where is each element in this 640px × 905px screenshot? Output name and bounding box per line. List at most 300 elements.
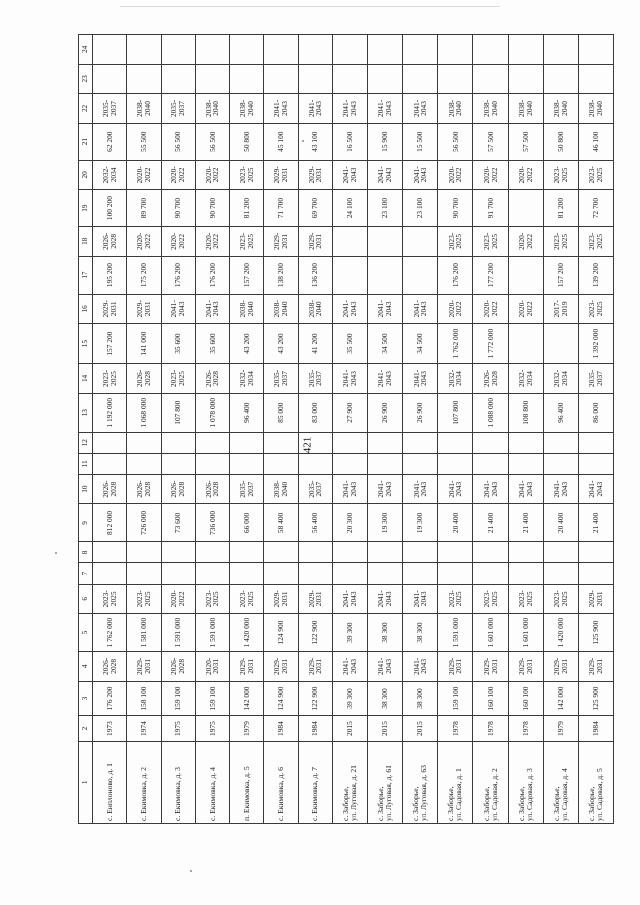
table-cell: 2035- 2037 xyxy=(578,364,613,394)
table-cell: 2015 xyxy=(332,716,367,741)
table-cell: 159 100 xyxy=(438,681,473,716)
table-cell xyxy=(264,64,298,94)
table-cell xyxy=(264,35,298,65)
table-cell: 2041- 2043 xyxy=(332,474,367,504)
table-cell: 56 500 xyxy=(438,123,473,160)
table-cell xyxy=(230,453,264,474)
column-number-5: 5 xyxy=(79,614,93,652)
table-cell: 2029- 2031 xyxy=(473,652,508,682)
column-number-22: 22 xyxy=(79,94,93,124)
table-cell: 24 100 xyxy=(332,190,367,227)
table-row xyxy=(298,35,332,824)
table-cell: 726 000 xyxy=(127,504,161,542)
table-cell: 1984 xyxy=(578,716,613,741)
address-cell: с. Екимовка, д. 2 xyxy=(127,741,161,823)
table-cell: 2029- 2031 xyxy=(508,652,543,682)
table-row xyxy=(508,35,543,824)
table-cell: 1 772 000 xyxy=(473,324,508,364)
table-cell: 1 392 000 xyxy=(578,324,613,364)
table-cell xyxy=(403,64,438,94)
table-cell: 2041- 2043 xyxy=(332,294,367,324)
table-cell: 55 500 xyxy=(127,123,161,160)
table-cell xyxy=(403,256,438,294)
table-cell: 2038- 2040 xyxy=(578,94,613,124)
table-cell: 136 200 xyxy=(298,256,332,294)
table-cell xyxy=(161,542,195,563)
rotated-table-frame xyxy=(78,34,614,824)
table-cell: 176 200 xyxy=(93,681,127,716)
table-cell: 2038- 2040 xyxy=(264,294,298,324)
table-cell: 85 000 xyxy=(264,393,298,432)
table-cell: 39 300 xyxy=(332,681,367,716)
table-cell xyxy=(578,35,613,65)
address-cell: п. Екимовка, д. 5 xyxy=(230,741,264,823)
table-body xyxy=(93,35,614,824)
table-row xyxy=(332,35,367,824)
table-cell xyxy=(332,542,367,563)
table-cell xyxy=(403,542,438,563)
table-cell: 2026- 2028 xyxy=(127,474,161,504)
table-cell: 2020- 2022 xyxy=(127,227,161,257)
table-cell: 1974 xyxy=(127,716,161,741)
table-row xyxy=(195,35,229,824)
table-cell: 1 762 000 xyxy=(93,614,127,652)
table-cell: 2023- 2025 xyxy=(578,294,613,324)
table-cell xyxy=(195,35,229,65)
table-cell xyxy=(332,64,367,94)
table-cell xyxy=(578,542,613,563)
table-cell: 1 762 000 xyxy=(438,324,473,364)
table-cell: 1 068 000 xyxy=(127,393,161,432)
table-cell: 2041- 2043 xyxy=(403,652,438,682)
table-cell: 2020- 2022 xyxy=(195,227,229,257)
table-cell: 38 300 xyxy=(368,681,403,716)
table-cell xyxy=(473,64,508,94)
column-number-9: 9 xyxy=(79,504,93,542)
table-cell: 71 700 xyxy=(264,190,298,227)
table-cell: 107 800 xyxy=(161,393,195,432)
column-number-24: 24 xyxy=(79,35,93,65)
data-table xyxy=(78,34,614,824)
table-cell: 2029- 2031 xyxy=(230,652,264,682)
table-cell: 2020- 2022 xyxy=(508,227,543,257)
table-cell: 2041- 2043 xyxy=(368,474,403,504)
table-cell: 160 100 xyxy=(508,681,543,716)
table-cell xyxy=(298,542,332,563)
column-number-13: 13 xyxy=(79,393,93,432)
table-cell: 142 000 xyxy=(230,681,264,716)
table-cell: 2032- 2034 xyxy=(93,160,127,190)
table-cell xyxy=(368,227,403,257)
table-cell xyxy=(473,453,508,474)
table-cell: 43 100 xyxy=(298,123,332,160)
table-cell: 176 200 xyxy=(195,256,229,294)
table-cell: 2020- 2022 xyxy=(508,160,543,190)
table-cell: 2029- 2031 xyxy=(578,584,613,614)
table-cell: 1 581 000 xyxy=(127,614,161,652)
table-cell: 2029- 2031 xyxy=(298,160,332,190)
table-cell: 2023- 2025 xyxy=(578,160,613,190)
table-cell: 1 088 000 xyxy=(473,393,508,432)
table-cell: 2041- 2043 xyxy=(161,294,195,324)
table-cell: 2029- 2031 xyxy=(298,227,332,257)
table-cell xyxy=(543,35,578,65)
table-cell: 2029- 2031 xyxy=(93,294,127,324)
table-cell: 1978 xyxy=(438,716,473,741)
table-cell: 100 200 xyxy=(93,190,127,227)
table-cell: 2041- 2043 xyxy=(298,94,332,124)
table-cell: 2023- 2025 xyxy=(543,160,578,190)
table-cell xyxy=(368,432,403,453)
table-cell: 160 100 xyxy=(473,681,508,716)
table-cell: 50 800 xyxy=(230,123,264,160)
table-cell xyxy=(127,542,161,563)
column-number-10: 10 xyxy=(79,474,93,504)
table-cell: 26 900 xyxy=(368,393,403,432)
table-cell: 38 300 xyxy=(403,614,438,652)
table-cell xyxy=(195,563,229,584)
table-row xyxy=(473,35,508,824)
table-cell: 2038- 2040 xyxy=(195,94,229,124)
table-cell: 2041- 2043 xyxy=(403,94,438,124)
table-row xyxy=(230,35,264,824)
table-cell xyxy=(508,563,543,584)
table-cell: 138 200 xyxy=(264,256,298,294)
table-cell: 2023- 2025 xyxy=(508,584,543,614)
table-cell: 2029- 2031 xyxy=(578,652,613,682)
table-cell xyxy=(438,64,473,94)
address-cell: с. Заборье, ул. Садовая, д. 1 xyxy=(438,741,473,823)
address-cell: с. Екимовка, д. 6 xyxy=(264,741,298,823)
table-cell: 2041- 2043 xyxy=(332,584,367,614)
table-cell: 1973 xyxy=(93,716,127,741)
table-cell: 2026- 2028 xyxy=(195,364,229,394)
table-cell: 34 500 xyxy=(403,324,438,364)
table-cell xyxy=(127,432,161,453)
column-number-6: 6 xyxy=(79,584,93,614)
table-cell: 159 100 xyxy=(195,681,229,716)
table-cell: 2041- 2043 xyxy=(578,474,613,504)
table-cell: 158 100 xyxy=(127,681,161,716)
table-cell xyxy=(473,35,508,65)
table-cell: 43 200 xyxy=(264,324,298,364)
table-cell: 41 200 xyxy=(298,324,332,364)
table-cell: 122 900 xyxy=(298,681,332,716)
table-cell: 2035- 2037 xyxy=(264,364,298,394)
table-cell: 69 700 xyxy=(298,190,332,227)
table-cell xyxy=(161,432,195,453)
column-number-row xyxy=(79,35,93,824)
table-cell: 56 400 xyxy=(298,504,332,542)
table-cell xyxy=(368,35,403,65)
address-cell: с. Заборье, ул. Луговая, д. 63 xyxy=(403,741,438,823)
column-number-18: 18 xyxy=(79,227,93,257)
table-cell xyxy=(543,563,578,584)
table-cell xyxy=(93,563,127,584)
rotated-table-content xyxy=(78,34,614,824)
table-cell xyxy=(298,64,332,94)
table-cell xyxy=(438,542,473,563)
table-cell: 2041- 2043 xyxy=(403,474,438,504)
table-cell: 56 500 xyxy=(195,123,229,160)
table-cell: 2041- 2043 xyxy=(403,160,438,190)
table-cell: 91 700 xyxy=(473,190,508,227)
table-cell: 2023- 2025 xyxy=(161,364,195,394)
table-cell xyxy=(161,64,195,94)
table-cell xyxy=(403,563,438,584)
table-cell: 21 400 xyxy=(508,504,543,542)
table-cell: 2032- 2034 xyxy=(508,364,543,394)
table-cell: 83 000 xyxy=(298,393,332,432)
table-cell: 1 601 000 xyxy=(508,614,543,652)
table-cell: 2026- 2028 xyxy=(161,474,195,504)
table-cell: 15 500 xyxy=(403,123,438,160)
table-cell: 124 900 xyxy=(264,681,298,716)
table-row xyxy=(264,35,298,824)
table-cell: 108 800 xyxy=(508,393,543,432)
table-cell: 73 600 xyxy=(161,504,195,542)
table-cell: 2038- 2040 xyxy=(230,94,264,124)
table-cell: 2020- 2022 xyxy=(508,294,543,324)
table-cell xyxy=(403,453,438,474)
table-cell: 1 601 000 xyxy=(473,614,508,652)
table-cell: 2032- 2034 xyxy=(543,364,578,394)
table-cell: 21 400 xyxy=(578,504,613,542)
table-cell xyxy=(127,35,161,65)
table-cell: 2029- 2031 xyxy=(264,652,298,682)
table-cell xyxy=(298,35,332,65)
table-cell: 2041- 2043 xyxy=(368,294,403,324)
table-cell xyxy=(195,64,229,94)
table-cell: 1984 xyxy=(264,716,298,741)
table-cell xyxy=(403,432,438,453)
address-cell: с. Екимовка, д. 3 xyxy=(161,741,195,823)
table-cell: 2020- 2022 xyxy=(473,294,508,324)
table-cell: 72 700 xyxy=(578,190,613,227)
table-cell xyxy=(368,563,403,584)
table-cell: 1978 xyxy=(473,716,508,741)
table-cell: 34 500 xyxy=(368,324,403,364)
table-cell: 2035- 2037 xyxy=(230,474,264,504)
table-cell: 2023- 2025 xyxy=(438,584,473,614)
table-cell: 2035- 2037 xyxy=(93,94,127,124)
table-cell: 2041- 2043 xyxy=(403,294,438,324)
table-cell: 1984 xyxy=(298,716,332,741)
table-cell: 125 900 xyxy=(578,681,613,716)
table-cell: 56 500 xyxy=(161,123,195,160)
table-cell: 2023- 2025 xyxy=(230,584,264,614)
address-cell: с. Заборье, ул. Садовая, д. 5 xyxy=(578,741,613,823)
table-cell: 1 192 000 xyxy=(93,393,127,432)
table-cell: 81 200 xyxy=(543,190,578,227)
table-cell: 35 600 xyxy=(195,324,229,364)
column-number-2: 2 xyxy=(79,716,93,741)
table-cell xyxy=(93,35,127,65)
table-cell: 43 200 xyxy=(230,324,264,364)
table-cell: 66 000 xyxy=(230,504,264,542)
table-cell: 1 420 000 xyxy=(543,614,578,652)
table-cell: 90 700 xyxy=(195,190,229,227)
table-cell xyxy=(230,563,264,584)
table-cell: 1979 xyxy=(230,716,264,741)
table-cell: 2041- 2043 xyxy=(332,94,367,124)
table-cell xyxy=(230,432,264,453)
table-cell xyxy=(508,35,543,65)
table-cell: 2020- 2022 xyxy=(473,160,508,190)
scan-artifact-top xyxy=(120,6,500,7)
column-number-21: 21 xyxy=(79,123,93,160)
table-cell xyxy=(368,542,403,563)
table-cell: 2038- 2040 xyxy=(298,294,332,324)
table-row xyxy=(578,35,613,824)
table-cell: 2041- 2043 xyxy=(332,364,367,394)
column-number-14: 14 xyxy=(79,364,93,394)
table-cell: 176 200 xyxy=(438,256,473,294)
table-cell: 86 000 xyxy=(578,393,613,432)
table-cell: 2041- 2043 xyxy=(543,474,578,504)
table-cell xyxy=(403,35,438,65)
table-cell xyxy=(264,563,298,584)
table-cell: 2029- 2031 xyxy=(264,584,298,614)
table-cell xyxy=(332,227,367,257)
table-cell: 2023- 2025 xyxy=(127,584,161,614)
table-cell xyxy=(543,64,578,94)
table-cell: 125 900 xyxy=(578,614,613,652)
table-row xyxy=(438,35,473,824)
table-cell: 90 700 xyxy=(438,190,473,227)
column-number-12: 12 xyxy=(79,432,93,453)
table-cell: 107 800 xyxy=(438,393,473,432)
table-cell: 2020- 2022 xyxy=(161,160,195,190)
table-cell xyxy=(93,432,127,453)
table-cell xyxy=(93,542,127,563)
table-cell: 57 500 xyxy=(508,123,543,160)
table-cell: 2029- 2031 xyxy=(298,652,332,682)
table-cell xyxy=(508,256,543,294)
table-row xyxy=(403,35,438,824)
table-cell xyxy=(264,453,298,474)
table-cell: 2041- 2043 xyxy=(438,474,473,504)
table-cell: 2041- 2043 xyxy=(473,474,508,504)
table-cell: 2041- 2043 xyxy=(368,584,403,614)
table-cell xyxy=(543,453,578,474)
table-cell xyxy=(230,35,264,65)
table-cell: 1 420 000 xyxy=(230,614,264,652)
table-cell xyxy=(403,227,438,257)
address-cell: с. Екимовка, д. 7 xyxy=(298,741,332,823)
table-cell: 2029- 2031 xyxy=(264,160,298,190)
table-cell xyxy=(473,432,508,453)
address-cell: с. Заборье, ул. Садовая, д. 2 xyxy=(473,741,508,823)
table-cell: 2029- 2031 xyxy=(264,227,298,257)
table-cell: 96 400 xyxy=(543,393,578,432)
table-cell: 2038- 2040 xyxy=(230,294,264,324)
table-cell: 2023- 2025 xyxy=(93,364,127,394)
table-cell: 2029- 2031 xyxy=(543,652,578,682)
table-cell: 89 700 xyxy=(127,190,161,227)
table-cell xyxy=(438,432,473,453)
table-cell: 57 500 xyxy=(473,123,508,160)
column-number-1: 1 xyxy=(79,741,93,823)
table-cell: 96 400 xyxy=(230,393,264,432)
table-cell: 2023- 2025 xyxy=(230,160,264,190)
table-cell xyxy=(508,432,543,453)
table-cell: 2026- 2028 xyxy=(93,227,127,257)
table-cell: 1975 xyxy=(195,716,229,741)
table-cell: 2020- 2022 xyxy=(161,227,195,257)
table-cell xyxy=(508,453,543,474)
address-cell: с. Заборье, ул. Луговая, д. 61 xyxy=(368,741,403,823)
table-cell: 142 000 xyxy=(543,681,578,716)
table-cell xyxy=(195,542,229,563)
table-cell: 39 300 xyxy=(332,614,367,652)
table-cell: 2023- 2025 xyxy=(438,227,473,257)
table-cell: 90 700 xyxy=(161,190,195,227)
table-cell: 2015 xyxy=(403,716,438,741)
table-cell xyxy=(438,453,473,474)
scan-speck xyxy=(190,870,192,872)
table-cell: 2023- 2025 xyxy=(473,227,508,257)
table-cell: 19 300 xyxy=(403,504,438,542)
table-cell xyxy=(332,35,367,65)
table-cell: 20 400 xyxy=(438,504,473,542)
table-cell: 2026- 2028 xyxy=(93,652,127,682)
table-cell: 46 100 xyxy=(578,123,613,160)
table-cell: 2020- 2031 xyxy=(195,652,229,682)
table-cell: 1979 xyxy=(543,716,578,741)
table-cell: 2023- 2025 xyxy=(543,584,578,614)
table-cell: 2020- 2022 xyxy=(195,160,229,190)
table-cell: 26 900 xyxy=(403,393,438,432)
column-number-8: 8 xyxy=(79,542,93,563)
table-cell: 50 800 xyxy=(543,123,578,160)
table-cell xyxy=(438,35,473,65)
table-cell: 2020- 2022 xyxy=(438,160,473,190)
table-cell: 2026- 2028 xyxy=(127,364,161,394)
table-cell: 2038- 2040 xyxy=(473,94,508,124)
table-cell: 35 500 xyxy=(332,324,367,364)
column-number-20: 20 xyxy=(79,160,93,190)
table-cell xyxy=(298,563,332,584)
table-cell xyxy=(368,453,403,474)
table-cell: 2038- 2040 xyxy=(543,94,578,124)
table-cell: 2023- 2025 xyxy=(543,227,578,257)
table-cell: 1 591 000 xyxy=(438,614,473,652)
table-row xyxy=(127,35,161,824)
table-cell: 2029- 2031 xyxy=(438,652,473,682)
column-number-3: 3 xyxy=(79,681,93,716)
table-cell: 23 100 xyxy=(368,190,403,227)
table-cell xyxy=(195,432,229,453)
table-cell xyxy=(578,453,613,474)
table-row xyxy=(368,35,403,824)
table-row xyxy=(93,35,127,824)
table-cell: 58 400 xyxy=(264,504,298,542)
table-cell xyxy=(438,563,473,584)
table-cell xyxy=(578,64,613,94)
table-cell: 159 100 xyxy=(161,681,195,716)
table-cell: 2035- 2037 xyxy=(298,364,332,394)
table-cell: 1 591 000 xyxy=(195,614,229,652)
table-cell xyxy=(230,542,264,563)
column-number-23: 23 xyxy=(79,64,93,94)
table-cell xyxy=(578,432,613,453)
table-row xyxy=(161,35,195,824)
table-cell: 122 900 xyxy=(298,614,332,652)
table-cell: 2041- 2043 xyxy=(403,364,438,394)
table-cell: 20 400 xyxy=(543,504,578,542)
address-cell: с. Заборье, ул. Луговая, д. 21 xyxy=(332,741,367,823)
